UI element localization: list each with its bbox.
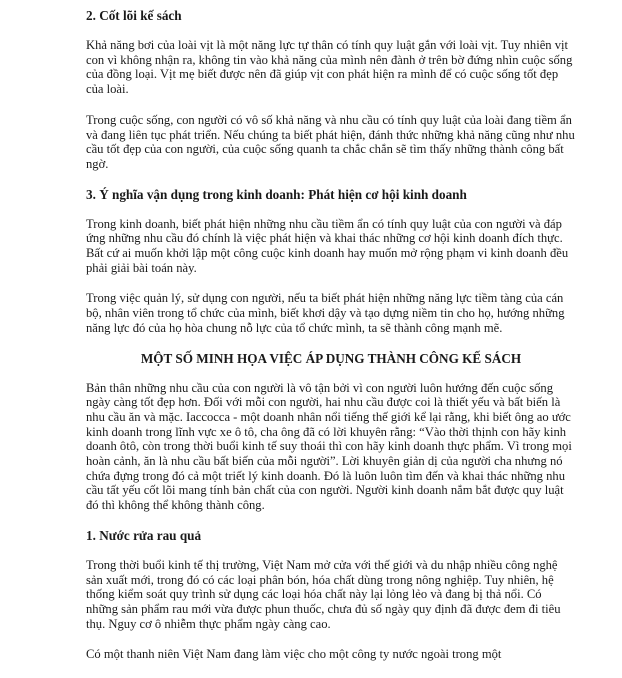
section-2-paragraph-1: Khả năng bơi của loài vịt là một năng lực tự thân có tính quy luật gắn với loài vịt. Tuy nhiên vịt con vì không nhận ra, không tin vào khả năng của mình nên đành ở trên bờ đứng nhìn cuộc sống của đồng loại. Vịt mẹ biết được nên đã giúp vịt con phát hiện ra mình để có cuộc sống tốt đẹp của loài. <box>86 38 573 97</box>
subsection-1-heading: 1. Nước rửa rau quả <box>86 527 202 543</box>
subsection-1-paragraph-2: Có một thanh niên Việt Nam đang làm việc cho một công ty nước ngoài trong một <box>86 647 502 662</box>
section-2-paragraph-2: Trong cuộc sống, con người có vô số khả năng và nhu cầu có tính quy luật của loài đang tiềm ẩn và đang liên tục phát triển. Nếu chúng ta biết phát hiện, đánh thức những khả năng cũng như nhu cầu tốt đẹp của con người, của cuộc sống quanh ta chắc chắn sẽ tìm thấy những thành công bất ngờ. <box>86 112 575 171</box>
illustrations-heading: MỘT SỐ MINH HỌA VIỆC ÁP DỤNG THÀNH CÔNG KẾ SÁCH <box>140 350 522 366</box>
section-3-paragraph-1: Trong kinh doanh, biết phát hiện những nhu cầu tiềm ẩn có tính quy luật của con người và đáp ứng những nhu cầu đó chính là việc phát hiện và khai thác những cơ hội kinh doanh đích thực. Bất cứ ai muốn khởi lập một công cuộc kinh doanh hay muốn mở rộng phạm vi kinh doanh đều phải giải bài toán này. <box>86 216 569 275</box>
illustrations-paragraph: Bản thân những nhu cầu của con người là vô tận bởi vì con người luôn hướng đến cuộc sống ngày càng tốt đẹp hơn. Đối với mỗi con người, hai nhu cầu được coi là thiết yếu và bất biến là nhu cầu ăn và mặc. Iaccocca - một doanh nhân nổi tiếng thế giới kể lại rằng, khi biết ông ao ước kinh doanh trong lĩnh vực xe ô tô, cha ông đã có lời khuyên rằng: “Vào thời thịnh con hãy kinh doanh ôtô, còn trong thời buổi kinh tế suy thoái thì con hãy kinh doanh thực phẩm. Vì trong mọi hoàn cảnh, ăn là nhu cầu bất biến của mỗi người”. Lời khuyên giản dị của người cha nhưng nó chứa đựng trong đó cả một triết lý kinh doanh. Đó là luôn luôn tìm đến và khai thác những nhu cầu tất yếu cốt lõi mang tính bản chất của con người. Người kinh doanh nắm bắt được quy luật đó thì không thể không thành công. <box>86 380 572 513</box>
subsection-1-paragraph-1: Trong thời buổi kinh tế thị trường, Việt Nam mở cửa với thế giới và du nhập nhiều công nghệ sản xuất mới, trong đó có các loại phân bón, hóa chất dùng trong nông nghiệp. Tuy nhiên, hệ thống kiểm soát quy trình sử dụng các loại hóa chất này lại lỏng lẻo và đang bị thả nổi. Có những sản phẩm rau mới vừa được phun thuốc, chưa đủ số ngày quy định đã được đem đi tiêu thụ. Nguy cơ ô nhiễm thực phẩm ngày càng cao. <box>86 557 561 631</box>
section-3-heading: 3. Ý nghĩa vận dụng trong kinh doanh: Phát hiện cơ hội kinh doanh <box>86 186 467 202</box>
section-2-heading: 2. Cốt lõi kế sách <box>86 8 182 23</box>
section-3-paragraph-2: Trong việc quản lý, sử dụng con người, nếu ta biết phát hiện những năng lực tiềm tàng của cán bộ, nhân viên trong tổ chức của mình, biết khơi dậy và tạo dựng niềm tin cho họ, hướng những năng lực đó của họ hòa chung nỗ lực của tổ chức mình, ta sẽ thành công mạnh mẽ. <box>86 291 565 335</box>
